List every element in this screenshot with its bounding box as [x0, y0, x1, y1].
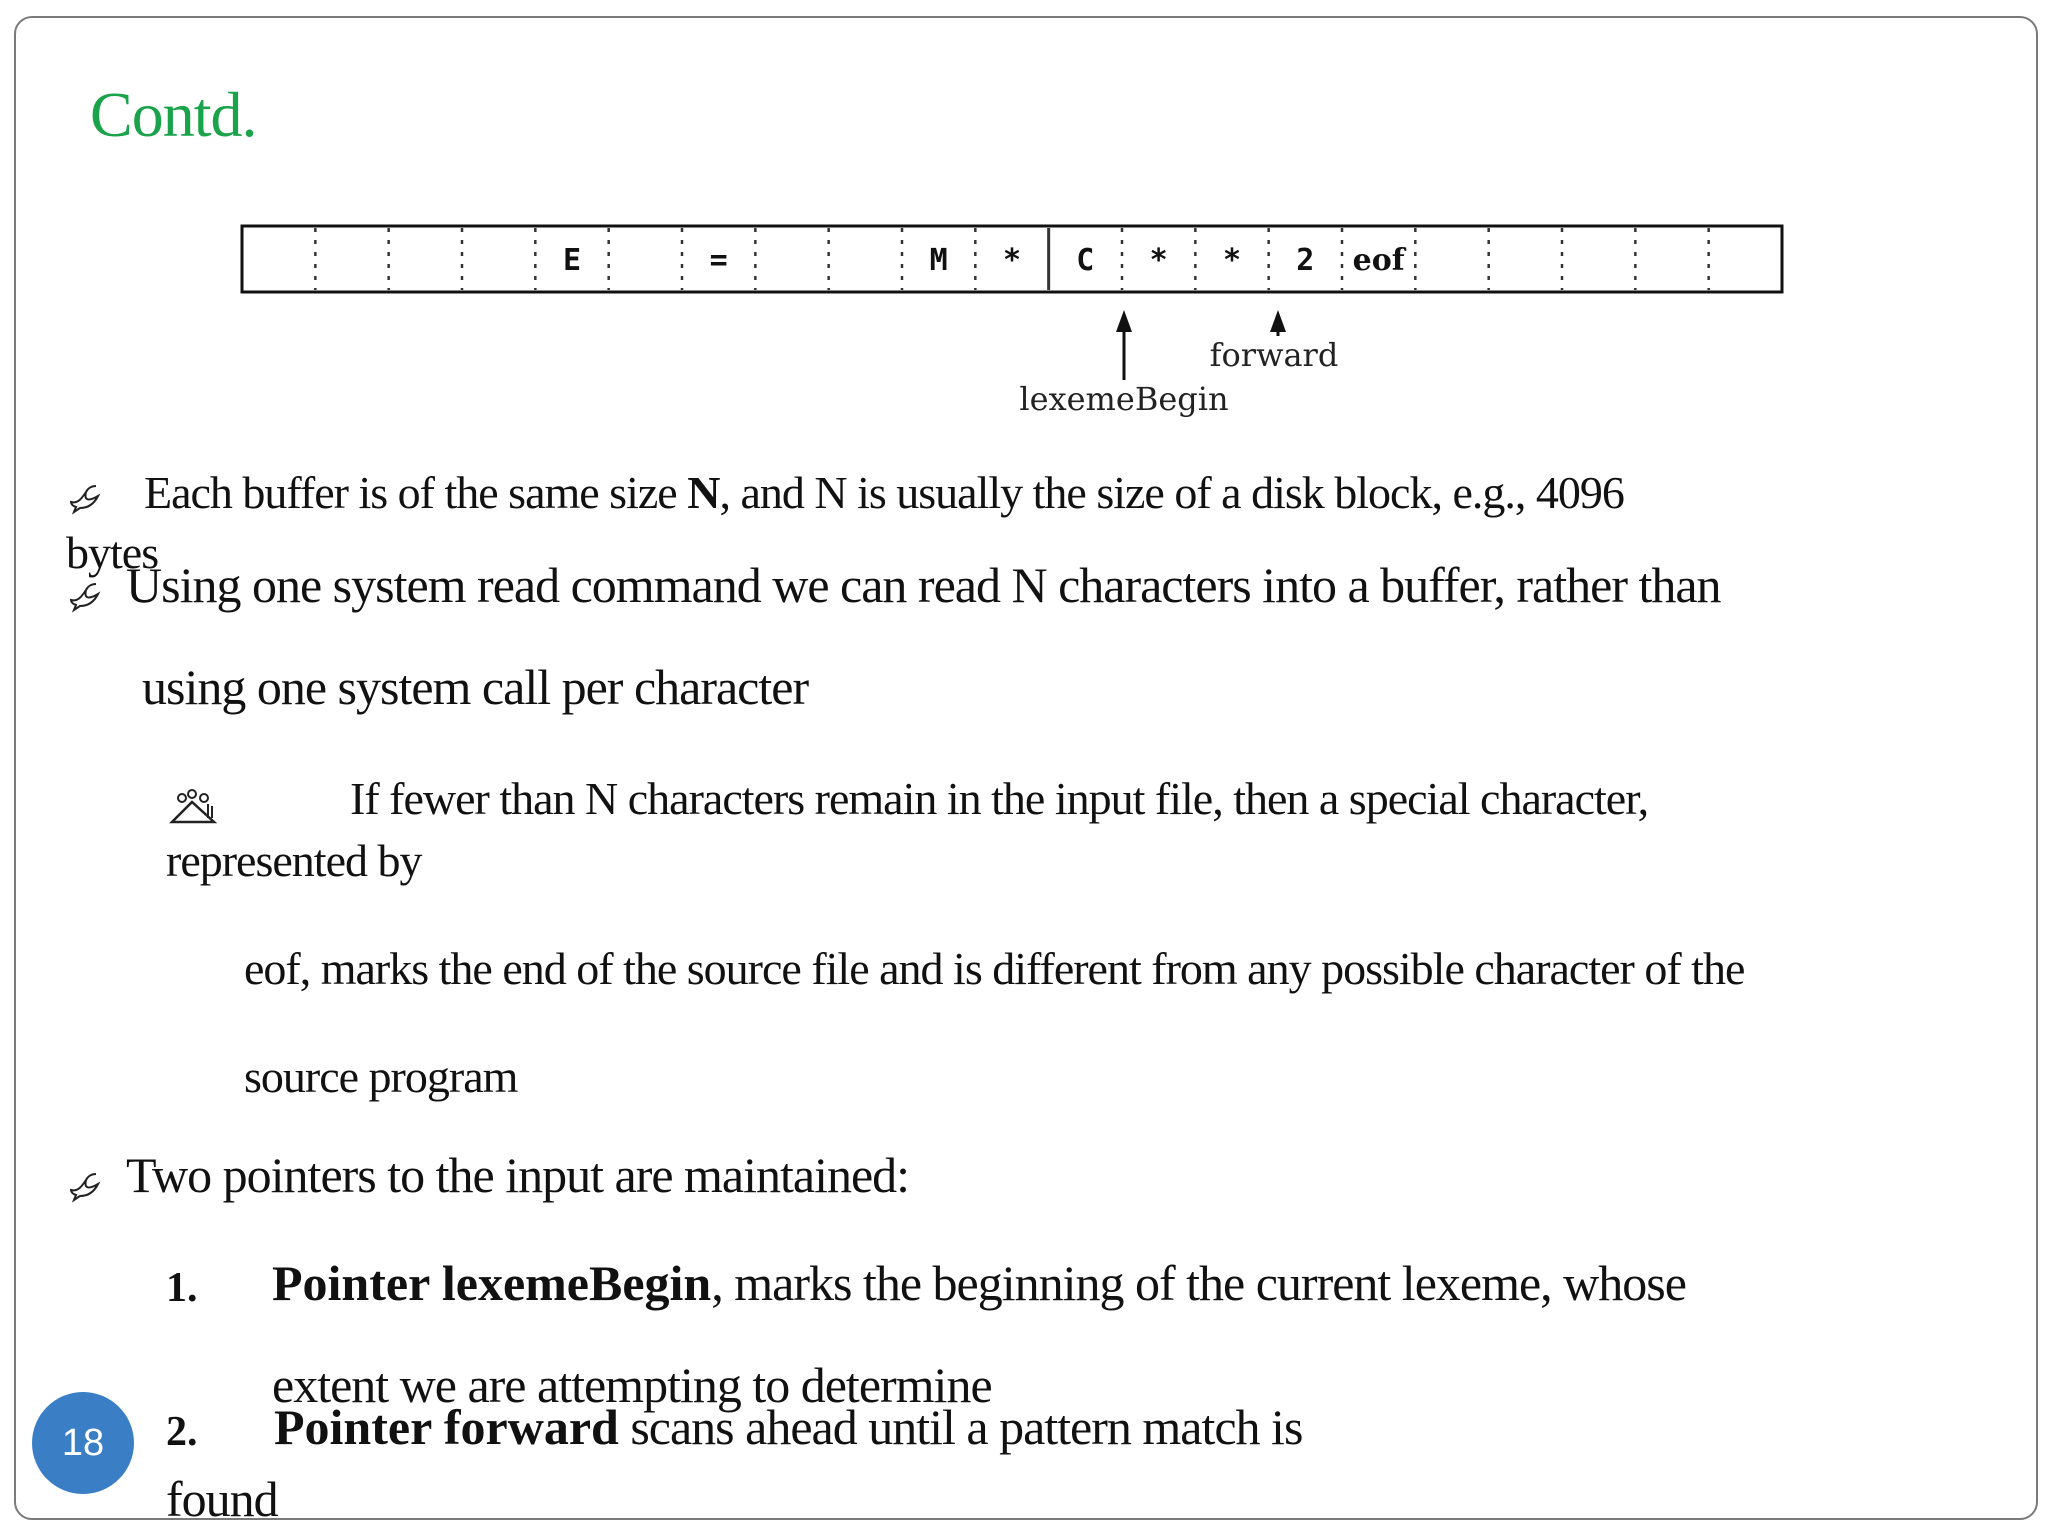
item-1-line-1: [272, 1254, 1686, 1312]
buffer-cell-char: *: [1002, 243, 1022, 278]
dove-icon: [68, 482, 102, 516]
slide: [14, 16, 2038, 1520]
item-2-line-2: found: [166, 1471, 278, 1520]
item-2-number: 2.: [166, 1409, 198, 1455]
buffer-cell-char: eof: [1352, 243, 1405, 278]
buffer-cell-char: =: [709, 243, 728, 278]
sub-bullet-line-1: If fewer than N characters remain in the input file, then a special character,: [350, 773, 1649, 824]
buffer-cell-char: M: [929, 243, 948, 278]
bullet-1-bold: N: [687, 467, 720, 518]
page-title: Contd.: [90, 79, 257, 150]
item-2-rest: scans ahead until a pattern match is: [618, 1399, 1303, 1455]
buffer-cell-char: 2: [1296, 243, 1315, 278]
forward-arrow: [1270, 310, 1286, 336]
item-1-number: 1.: [166, 1265, 198, 1311]
item-1-bold: Pointer lexemeBegin: [272, 1255, 712, 1311]
bullet-1-pre: Each buffer is of the same size: [144, 467, 688, 518]
buffer-diagram: [16, 18, 2036, 478]
item-2-line-1: [274, 1398, 1302, 1456]
bullet-1: [144, 466, 1624, 519]
sub-bullet-line-4: source program: [244, 1051, 518, 1102]
lexeme-begin-label: lexemeBegin: [1019, 380, 1229, 418]
bullet-2-line-2: using one system call per character: [142, 659, 809, 715]
item-1-line-2: extent we are attempting to determine: [272, 1357, 992, 1413]
bullet-1-continued: bytes: [66, 527, 159, 578]
buffer-cell-char: C: [1076, 243, 1095, 278]
page-number-badge: 18: [32, 1392, 134, 1494]
bullet-1-post: , and N is usually the size of a disk block, e.g., 4096: [719, 467, 1624, 518]
item-1-rest: , marks the beginning of the current lexeme, whose: [711, 1255, 1686, 1311]
buffer-cell-char: *: [1222, 243, 1242, 278]
item-2-bold: Pointer forward: [274, 1399, 619, 1455]
hands-icon: [168, 788, 218, 828]
bullet-4: Two pointers to the input are maintained:: [126, 1147, 910, 1203]
dove-icon: [68, 580, 102, 614]
lexeme-begin-arrow: [1116, 310, 1132, 380]
buffer-cell-char: *: [1149, 243, 1168, 278]
buffer-cells: [242, 226, 1782, 292]
sub-bullet-line-3: eof, marks the end of the source file and is different from any possible character of the: [244, 943, 1745, 994]
sub-bullet-line-2: represented by: [166, 835, 422, 886]
forward-label: forward: [1209, 336, 1339, 374]
buffer-cell-char: E: [562, 243, 582, 278]
bullet-2-line-1: Using one system read command we can read N characters into a buffer, rather than: [126, 557, 1721, 613]
dove-icon: [68, 1170, 102, 1204]
